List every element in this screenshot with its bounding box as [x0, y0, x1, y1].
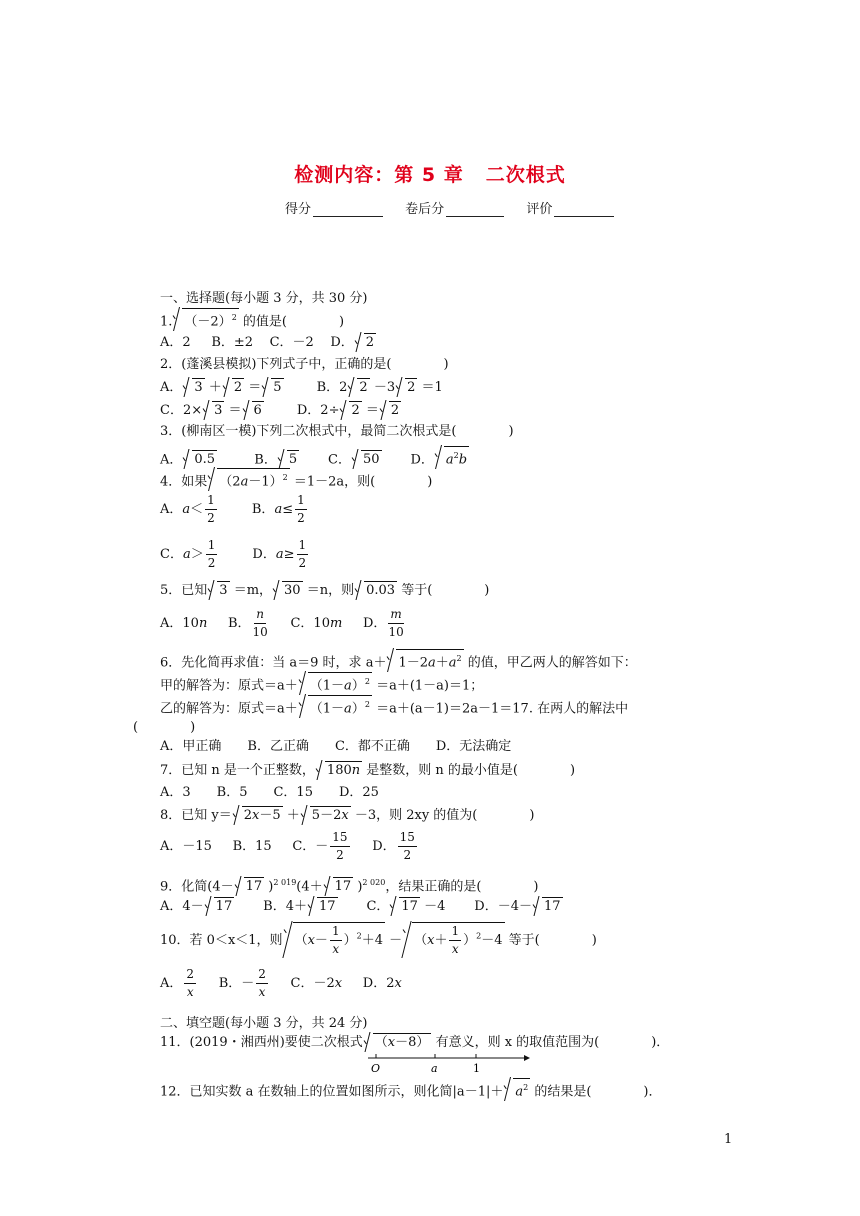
point-a-label: a [431, 1062, 438, 1075]
q6-answer-blank: ( ) [133, 720, 196, 735]
question-3: 3．(柳南区一模)下列二次根式中，最简二次根式是( ) [160, 424, 514, 439]
number-line-figure [366, 1052, 531, 1076]
question-2: 2．(蓬溪县模拟)下列式子中，正确的是( ) [160, 357, 449, 372]
question-10: 10．若 0＜x＜1，则 （x－ $\frac{1}{x}$ ）$^2$＋4 － （x＋ $\frac{1}{x}$ ）$^2$－4 等于( ) [160, 924, 597, 956]
score-label: 得分 [285, 202, 312, 217]
question-7: 7．已知 n 是一个正整数， 180n 是整数，则 n 的最小值是( ) [160, 763, 576, 778]
q4-options-ab: A．a＜ $\frac{1}{2}$ B．a≤ $\frac{1}{2}$ [160, 493, 305, 525]
question-9: 9．化简(4－ 17 )$^{2 019}$(4＋ 17 )$^{2 020}$，结果正确的是( ) [160, 878, 539, 895]
question-5: 5．已知 3 ＝m， 30 ＝n，则 0.03 等于( ) [160, 583, 490, 598]
page-number: 1 [724, 1132, 733, 1147]
question-1: 1. $(-2)^2$ 的值是( ) [160, 308, 344, 331]
q2-options-ab: A． 3 ＋ 2 ＝ 5 B．2 2 －3 2 ＝1 [160, 380, 443, 395]
question-11: 11．(2019・湘西州)要使二次根式 （x－8） 有意义，则 x 的取值范围为( )． [160, 1035, 670, 1050]
question-6: 6．先化简再求值：当 a＝9 时，求 $a+ 1-2a+a^2$ 的值，甲乙两人的解答如下： [160, 649, 637, 672]
question-8: 8．已知 y＝ 2x－5 ＋ 5－2x －3，则 2xy 的值为( ) [160, 808, 535, 823]
point-1-label: 1 [473, 1062, 480, 1075]
q5-options: A．10n B． $\frac{n}{10}$ C．10m D． $\frac{m}{10}$ [160, 607, 404, 639]
question-4: 4．如果 $(2a-1)^2 =1-2a$，则( ) [160, 468, 432, 491]
evaluation-label: 评价 [526, 202, 553, 217]
q1-options: A．2 B．±2 C．－2 D． 2 [160, 335, 375, 350]
score-line [285, 198, 632, 217]
q10-options: A． $\frac{2}{x}$ B．－ $\frac{2}{x}$ C．－2x D．2x [160, 967, 402, 999]
q6-yi-answer: 乙的解答为：原式$=a+ (1-a)^2 =a+(a-1)=2a-1=17$. 在两人的解法中 [160, 695, 628, 718]
question-12: 12．已知实数 a 在数轴上的位置如图所示，则化简$|a-1|+ a^2$ 的结果是( )． [160, 1078, 662, 1101]
final-score-label: 卷后分 [405, 202, 445, 217]
q2-options-cd: C．2× 3 ＝ 6 D．2÷ 2 ＝ 2 [160, 403, 400, 418]
q7-options: A．3 B．5 C．15 D．25 [160, 785, 379, 800]
q9-options: A．4－ 17 B．4＋ 17 C． 17 －4 D．－4－ 17 [160, 899, 561, 914]
page-title: 检测内容：第 5 章 二次根式 [294, 164, 566, 186]
q8-options: A．－15 B．15 C．－ $\frac{15}{2}$ D． $\frac{15}{2}$ [160, 830, 415, 862]
q6-options: A．甲正确 B．乙正确 C．都不正确 D．无法确定 [160, 739, 512, 754]
q3-options: A． 0.5 B． 5 C． 50 D． $a^2b$ [160, 446, 469, 469]
q6-jia-answer: 甲的解答为：原式$=a+ (1-a)^2 =a+(1-a)=1$； [160, 672, 483, 695]
section-heading-fill: 二、填空题(每小题 3 分，共 24 分) [160, 1016, 368, 1031]
section-heading-choice: 一、选择题(每小题 3 分，共 30 分) [160, 291, 368, 306]
q4-options-cd: C．a＞ $\frac{1}{2}$ D．a≥ $\frac{1}{2}$ [160, 538, 307, 570]
origin-label: O [371, 1062, 381, 1075]
